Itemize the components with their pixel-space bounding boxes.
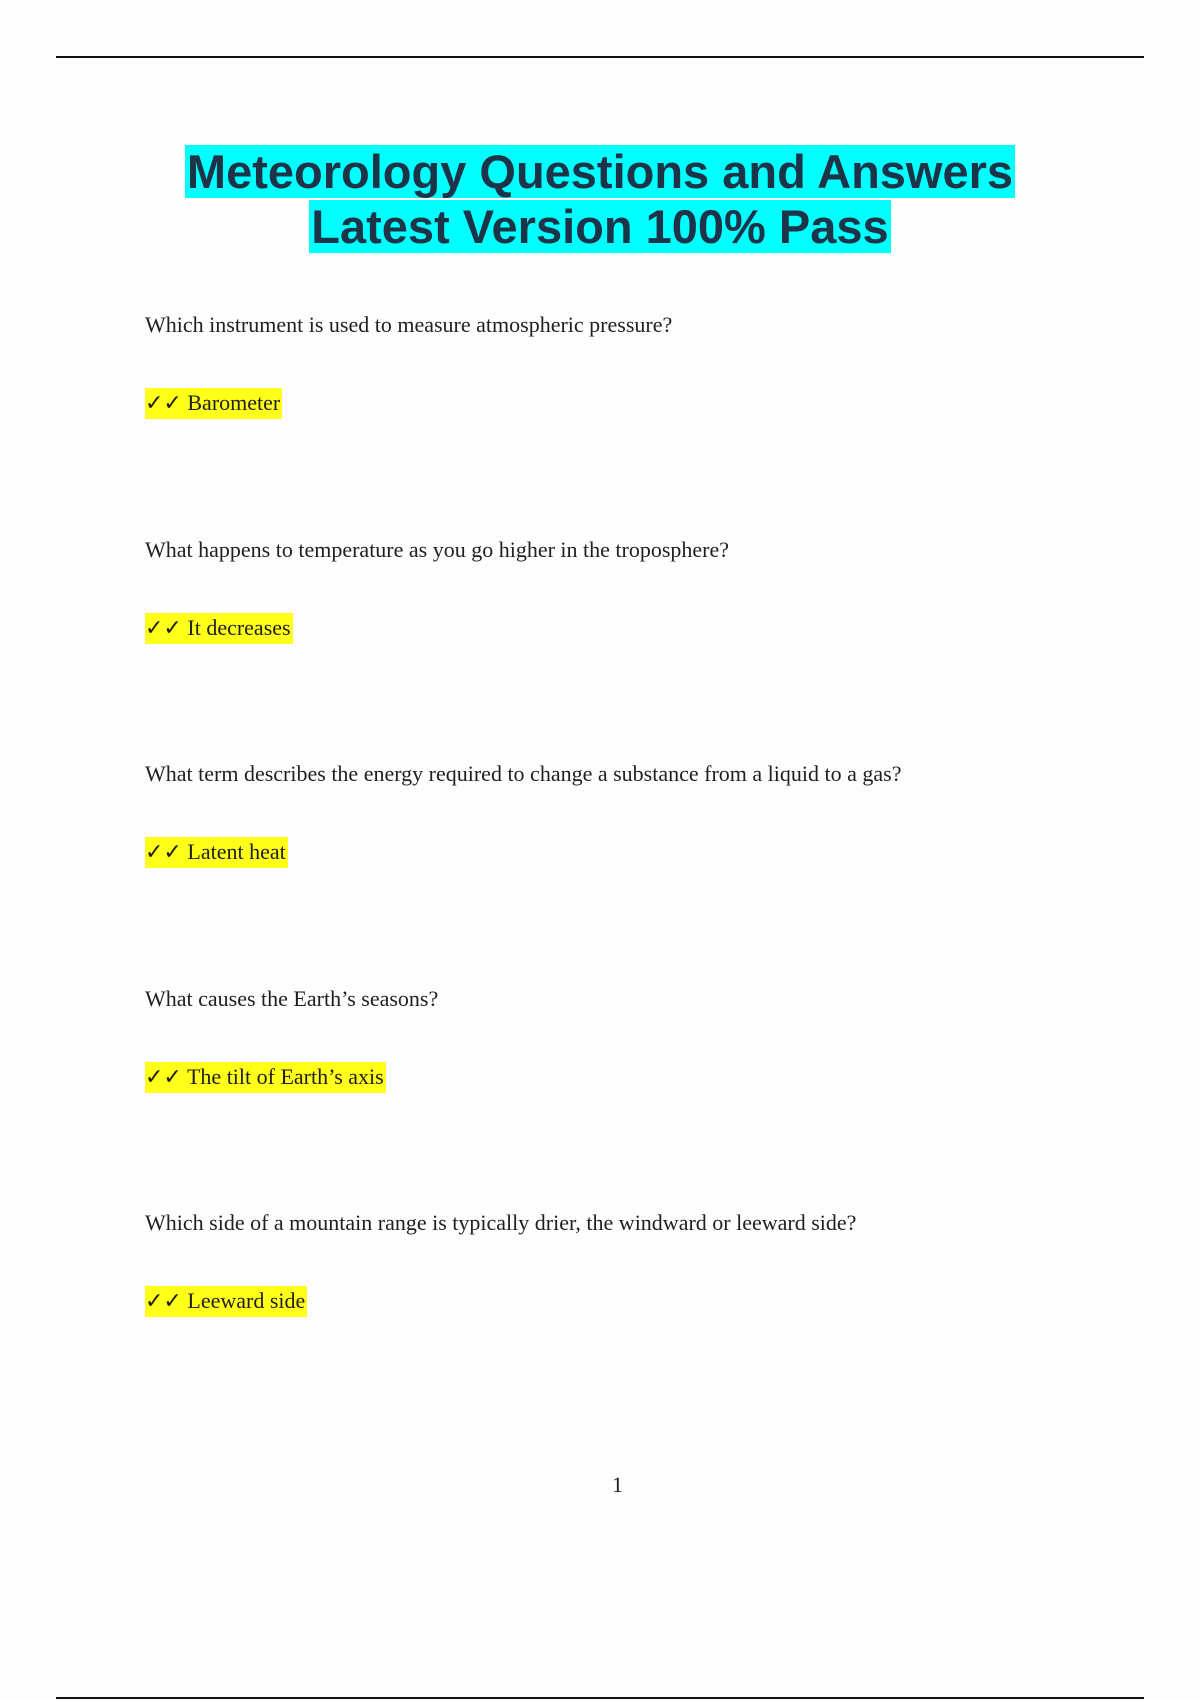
double-check-icon: ✓✓ bbox=[145, 616, 182, 641]
question-text: Which side of a mountain range is typically drier, the windward or leeward side? bbox=[145, 1210, 857, 1235]
answer-label: Barometer bbox=[187, 390, 281, 415]
double-check-icon: ✓✓ bbox=[145, 840, 182, 865]
question-text: What term describes the energy required to change a substance from a liquid to a gas? bbox=[145, 761, 902, 786]
answer-label: Leeward side bbox=[187, 1288, 306, 1313]
top-rule bbox=[56, 56, 1144, 58]
title-line-1: Meteorology Questions and Answers bbox=[186, 145, 1014, 198]
bottom-rule bbox=[56, 1697, 1144, 1699]
double-check-icon: ✓✓ bbox=[145, 391, 182, 416]
double-check-icon: ✓✓ bbox=[145, 1289, 182, 1314]
qa-item-1 bbox=[145, 312, 1105, 416]
answer-label: The tilt of Earth’s axis bbox=[186, 1064, 384, 1089]
answer-text bbox=[145, 613, 293, 644]
document-title bbox=[0, 144, 1200, 254]
qa-item-4 bbox=[145, 986, 1105, 1090]
question-text: Which instrument is used to measure atmospheric pressure? bbox=[145, 312, 673, 337]
question-text: What causes the Earth’s seasons? bbox=[145, 986, 439, 1011]
question-text: What happens to temperature as you go higher in the troposphere? bbox=[145, 537, 730, 562]
qa-item-5 bbox=[145, 1210, 1105, 1314]
answer-label: Latent heat bbox=[187, 839, 286, 864]
answer-text bbox=[145, 1062, 386, 1093]
title-line-2: Latest Version 100% Pass bbox=[311, 200, 889, 253]
qa-item-2 bbox=[145, 537, 1105, 641]
answer-text bbox=[145, 388, 282, 419]
answer-text bbox=[145, 1286, 307, 1317]
answer-label: It decreases bbox=[187, 615, 291, 640]
answer-text bbox=[145, 837, 288, 868]
double-check-icon: ✓✓ bbox=[145, 1065, 182, 1090]
qa-item-3 bbox=[145, 761, 1105, 865]
page-number: 1 bbox=[612, 1472, 623, 1497]
